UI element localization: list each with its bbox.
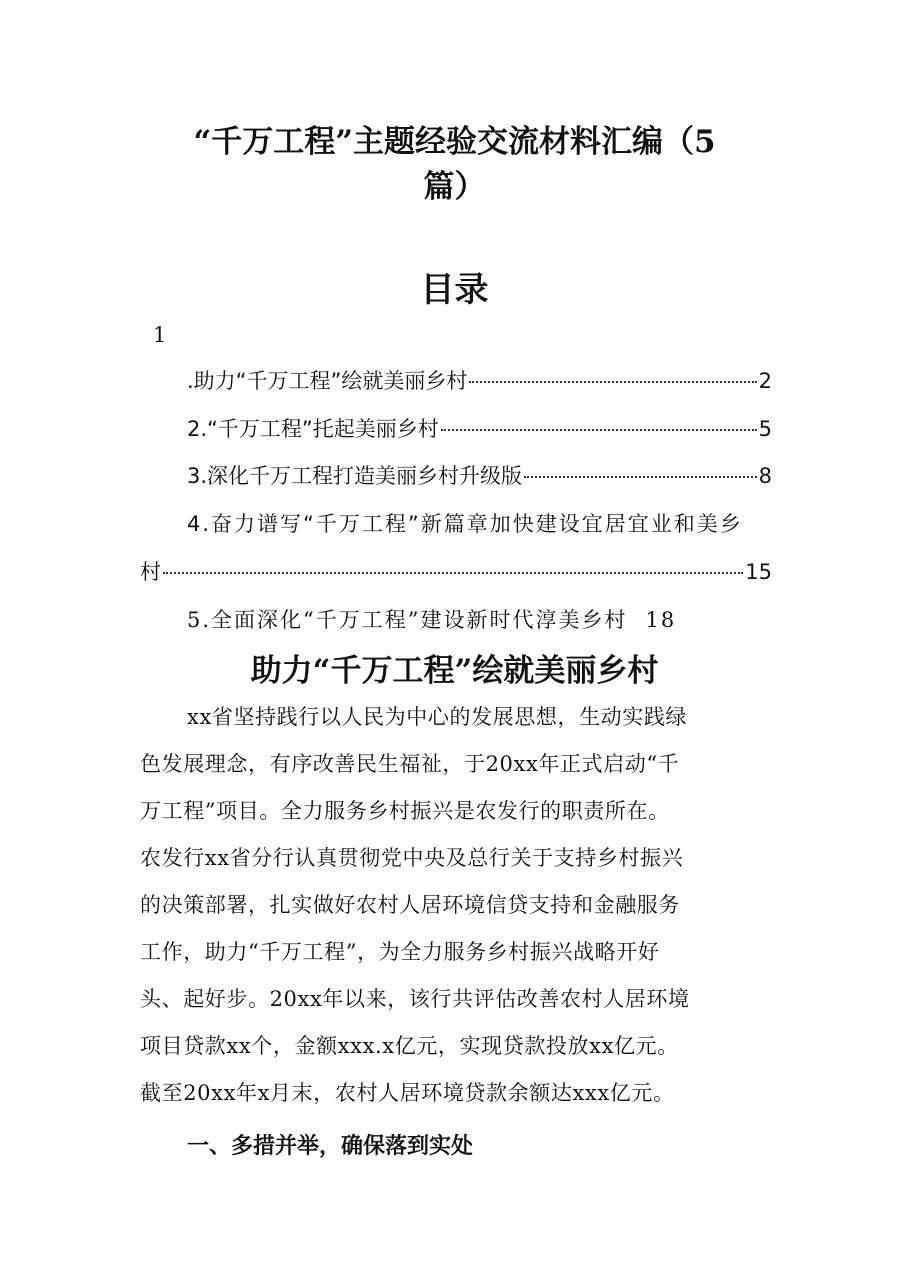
toc-entry-page: 5 (758, 417, 772, 441)
toc-leader-dots (441, 429, 757, 431)
paragraph-line: 截至20xx年x月末，农村人居环境贷款余额达xxx亿元。 (140, 1081, 675, 1105)
toc-leader-dots (163, 572, 743, 574)
toc-entry-2[interactable] (187, 414, 772, 444)
paragraph-line: 工作，助力“千万工程”，为全力服务乡村振兴战略开好 (140, 940, 660, 964)
paragraph-line: 项目贷款xx个，金额xxx.x亿元，实现贷款投放xx亿元。 (140, 1034, 679, 1058)
toc-entry-text: 4.奋力谱写“千万工程”新篇章加快建设宜居宜业和美乡 (187, 512, 743, 536)
toc-heading: 目录 (420, 270, 489, 310)
paragraph-line: 头、起好步。20xx年以来，该行共评估改善农村人居环境 (140, 987, 690, 1011)
paragraph-line: 万工程”项目。全力服务乡村振兴是农发行的职责所在。 (140, 799, 670, 823)
article-title: 助力“千万工程”绘就美丽乡村 (250, 653, 659, 689)
toc-entry-5[interactable] (187, 605, 676, 635)
document-title-line-1: “千万工程”主题经验交流材料汇编（5 (193, 124, 716, 160)
toc-entry-page: 18 (645, 608, 677, 632)
toc-leader-dots (469, 381, 756, 383)
document-title-line-2: 篇） (423, 169, 486, 205)
section-subheading: 一、多措并举，确保落到实处 (187, 1134, 474, 1159)
toc-entry-page: 2 (758, 369, 772, 393)
toc-entry-1[interactable] (187, 366, 772, 396)
paragraph-line: xx省坚持践行以人民为中心的发展思想，生动实践绿 (187, 705, 688, 729)
paragraph-line: 农发行xx省分行认真贯彻党中央及总行关于支持乡村振兴 (140, 846, 684, 870)
toc-entry-text: 3.深化千万工程打造美丽乡村升级版 (187, 464, 523, 488)
toc-entry-page: 15 (745, 560, 772, 584)
toc-leader-dots (524, 476, 757, 478)
toc-entry-3[interactable] (187, 461, 772, 491)
paragraph-line: 色发展理念，有序改善民生福祉，于20xx年正式启动“千 (140, 752, 680, 776)
toc-page-marker: 1 (153, 323, 167, 347)
toc-entry-4-continuation[interactable] (140, 557, 772, 587)
toc-entry-text: 5.全面深化“千万工程”建设新时代淳美乡村 (187, 608, 628, 632)
paragraph-line: 的决策部署，扎实做好农村人居环境信贷支持和金融服务 (140, 893, 680, 917)
toc-entry-text: 2.“千万工程”托起美丽乡村 (187, 417, 439, 441)
toc-entry-page: 8 (758, 464, 772, 488)
toc-entry-text: .助力“千万工程”绘就美丽乡村 (187, 369, 468, 393)
toc-entry-4[interactable] (187, 509, 772, 539)
toc-entry-text: 村 (140, 560, 161, 584)
